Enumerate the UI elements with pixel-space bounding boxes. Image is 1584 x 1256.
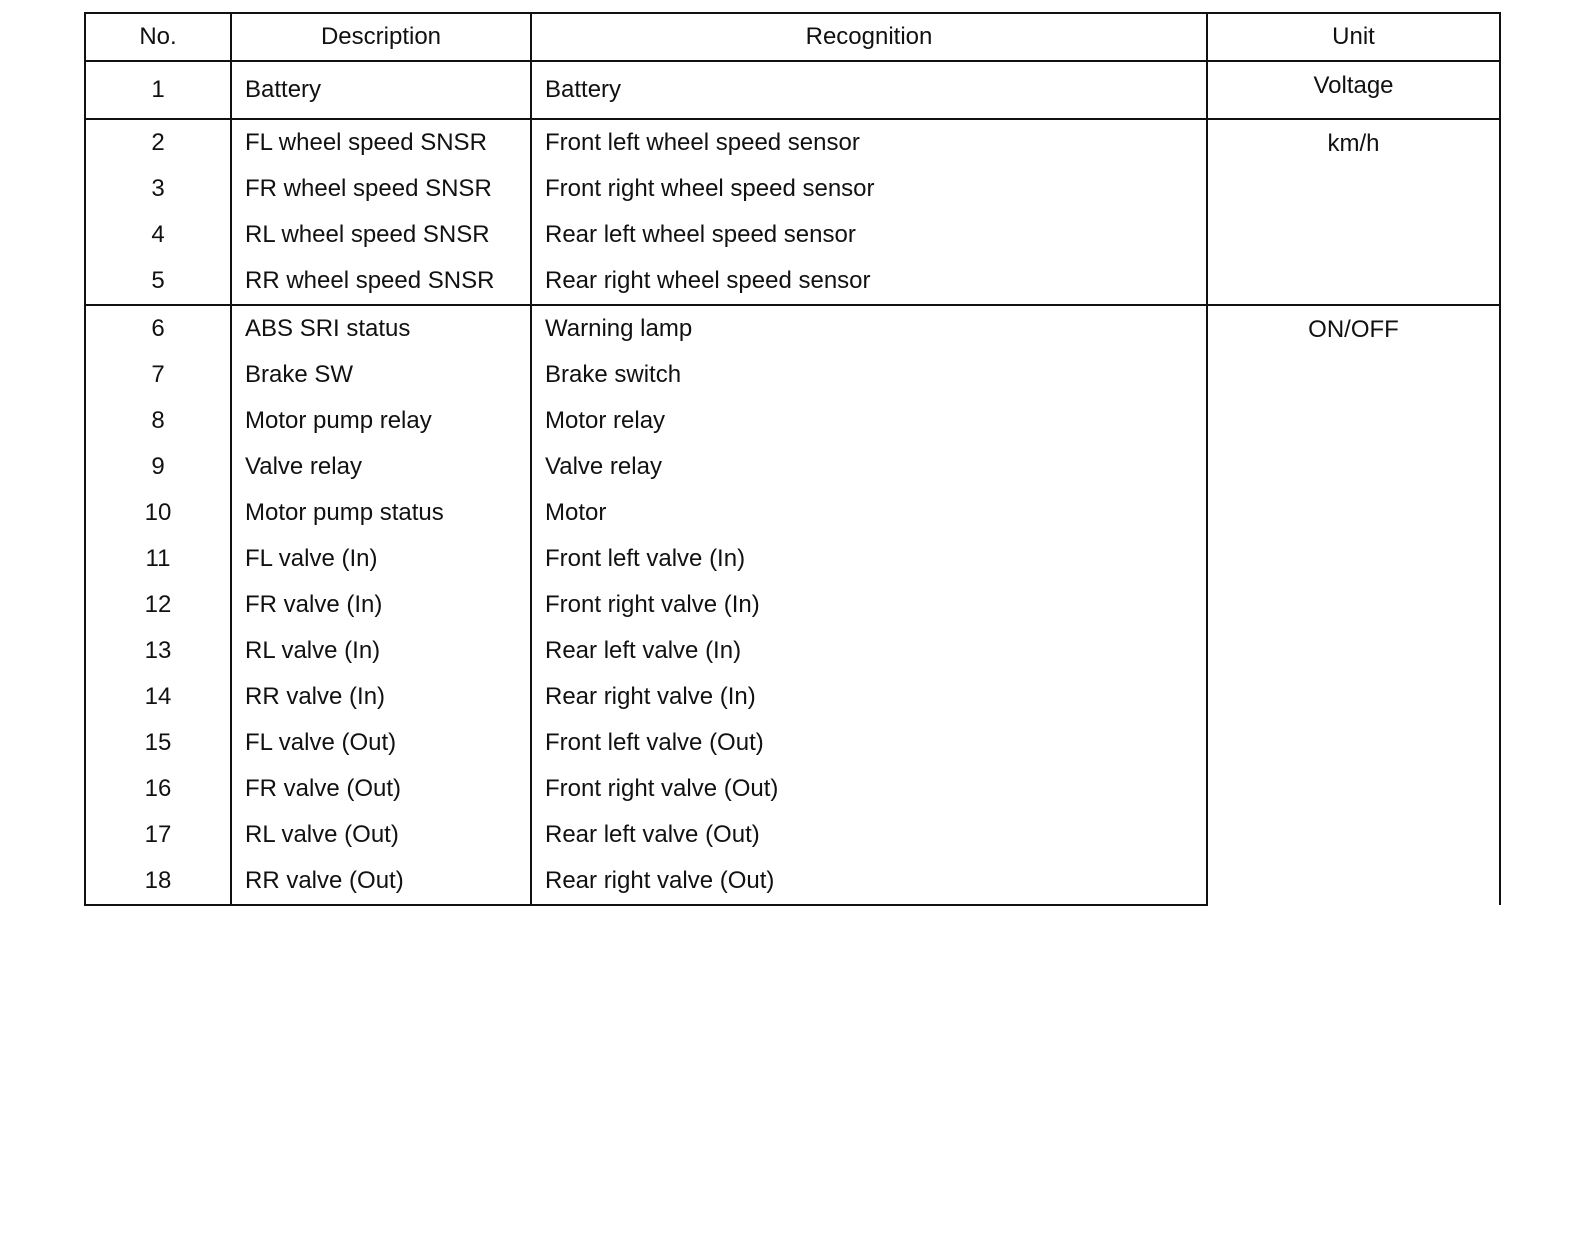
- unit-cell: km/h: [1207, 119, 1500, 305]
- row-description: RR valve (In): [231, 674, 531, 720]
- row-no: 14: [85, 674, 231, 720]
- row-no: 9: [85, 444, 231, 490]
- row-description: Motor pump status: [231, 490, 531, 536]
- row-recognition: Motor relay: [531, 398, 1207, 444]
- row-no: 7: [85, 352, 231, 398]
- row-description: FL valve (Out): [231, 720, 531, 766]
- row-recognition: Front right wheel speed sensor: [531, 166, 1207, 212]
- table-row: [85, 61, 1500, 119]
- row-no: 3: [85, 166, 231, 212]
- header-unit: Unit: [1207, 13, 1500, 61]
- row-no: 10: [85, 490, 231, 536]
- row-no: 1: [85, 61, 231, 119]
- row-recognition: Valve relay: [531, 444, 1207, 490]
- row-recognition: Warning lamp: [531, 305, 1207, 352]
- row-no: 13: [85, 628, 231, 674]
- row-recognition: Motor: [531, 490, 1207, 536]
- row-recognition: Rear right valve (Out): [531, 858, 1207, 905]
- row-description: Valve relay: [231, 444, 531, 490]
- row-description: RR valve (Out): [231, 858, 531, 905]
- row-no: 12: [85, 582, 231, 628]
- row-no: 5: [85, 258, 231, 305]
- row-description: RL valve (In): [231, 628, 531, 674]
- row-recognition: Rear left valve (In): [531, 628, 1207, 674]
- row-recognition: Rear right wheel speed sensor: [531, 258, 1207, 305]
- row-recognition: Front left wheel speed sensor: [531, 119, 1207, 166]
- row-description: RL valve (Out): [231, 812, 531, 858]
- row-description: FR wheel speed SNSR: [231, 166, 531, 212]
- row-no: 6: [85, 305, 231, 352]
- table-row: [85, 119, 1500, 166]
- row-recognition: Front right valve (Out): [531, 766, 1207, 812]
- row-description: RL wheel speed SNSR: [231, 212, 531, 258]
- header-recognition: Recognition: [531, 13, 1207, 61]
- row-description: RR wheel speed SNSR: [231, 258, 531, 305]
- row-no: 4: [85, 212, 231, 258]
- data-item-table: [84, 12, 1501, 906]
- row-recognition: Battery: [531, 61, 1207, 119]
- header-no: No.: [85, 13, 231, 61]
- row-recognition: Rear left valve (Out): [531, 812, 1207, 858]
- row-no: 16: [85, 766, 231, 812]
- row-recognition: Brake switch: [531, 352, 1207, 398]
- unit-cell: Voltage: [1207, 61, 1500, 119]
- row-description: FL valve (In): [231, 536, 531, 582]
- row-description: Brake SW: [231, 352, 531, 398]
- row-no: 11: [85, 536, 231, 582]
- row-recognition: Rear right valve (In): [531, 674, 1207, 720]
- row-no: 8: [85, 398, 231, 444]
- row-no: 18: [85, 858, 231, 905]
- row-recognition: Front left valve (In): [531, 536, 1207, 582]
- row-description: FR valve (In): [231, 582, 531, 628]
- row-no: 17: [85, 812, 231, 858]
- row-no: 15: [85, 720, 231, 766]
- header-description: Description: [231, 13, 531, 61]
- header-row: [85, 13, 1500, 61]
- row-description: FL wheel speed SNSR: [231, 119, 531, 166]
- row-description: ABS SRI status: [231, 305, 531, 352]
- row-recognition: Front right valve (In): [531, 582, 1207, 628]
- row-description: FR valve (Out): [231, 766, 531, 812]
- row-description: Motor pump relay: [231, 398, 531, 444]
- table-row: [85, 305, 1500, 352]
- row-description: Battery: [231, 61, 531, 119]
- row-no: 2: [85, 119, 231, 166]
- row-recognition: Rear left wheel speed sensor: [531, 212, 1207, 258]
- unit-cell: ON/OFF: [1207, 305, 1500, 905]
- row-recognition: Front left valve (Out): [531, 720, 1207, 766]
